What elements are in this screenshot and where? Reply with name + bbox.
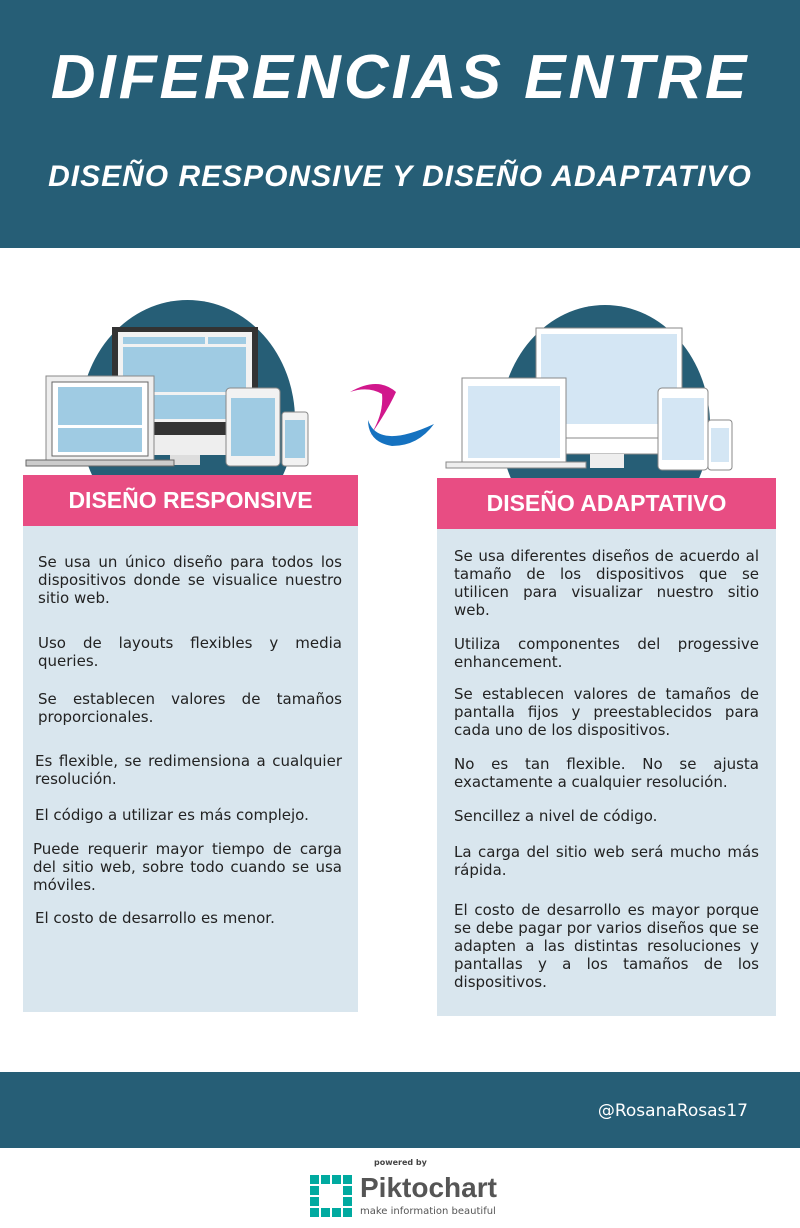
responsive-item: Se establecen valores de tamaños proporcionales.: [38, 690, 342, 726]
author-handle: @RosanaRosas17: [597, 1101, 748, 1121]
responsive-item: Se usa un único diseño para todos los dispositivos donde se visualice nuestro sitio web.: [38, 553, 342, 607]
adaptive-item: Sencillez a nivel de código.: [454, 807, 658, 825]
adaptive-item: Se usa diferentes diseños de acuerdo al tamaño de los dispositivos que se utilicen para visualizar nuestro sitio web.: [454, 547, 759, 619]
adaptive-item: No es tan flexible. No se ajusta exactamente a cualquier resolución.: [454, 755, 759, 791]
swirl-logo-icon: [348, 380, 438, 450]
responsive-item: El costo de desarrollo es menor.: [35, 909, 275, 927]
adaptive-title: DISEÑO ADAPTATIVO: [437, 478, 776, 529]
responsive-item: Puede requerir mayor tiempo de carga del sitio web, sobre todo cuando se usa móviles.: [33, 840, 342, 894]
header-banner: [0, 0, 800, 248]
powered-by-label: powered by: [374, 1158, 427, 1167]
responsive-devices-icon: [20, 320, 320, 480]
adaptive-item: La carga del sitio web será mucho más rápida.: [454, 843, 759, 879]
piktochart-tagline: make information beautiful: [360, 1206, 496, 1217]
responsive-item: El código a utilizar es más complejo.: [35, 806, 309, 824]
adaptive-item: Utiliza componentes del progessive enhancement.: [454, 635, 759, 671]
adaptive-devices-icon: [440, 320, 740, 480]
page-subtitle: DISEÑO RESPONSIVE Y DISEÑO ADAPTATIVO: [48, 160, 752, 193]
piktochart-brand: Piktochart: [360, 1172, 497, 1203]
responsive-item: Uso de layouts flexibles y media queries.: [38, 634, 342, 670]
adaptive-item: Se establecen valores de tamaños de pantalla fijos y preestablecidos para cada uno de los dispositivos.: [454, 685, 759, 739]
page-title: DIFERENCIAS ENTRE: [50, 43, 750, 112]
adaptive-item: El costo de desarrollo es mayor porque se debe pagar por varios diseños que se adapten a las distintas resoluciones y pantallas y a los tamaños de los dispositivos.: [454, 901, 759, 991]
piktochart-logo-icon: [310, 1175, 354, 1217]
responsive-title: DISEÑO RESPONSIVE: [23, 475, 358, 526]
responsive-item: Es flexible, se redimensiona a cualquier resolución.: [35, 752, 342, 788]
